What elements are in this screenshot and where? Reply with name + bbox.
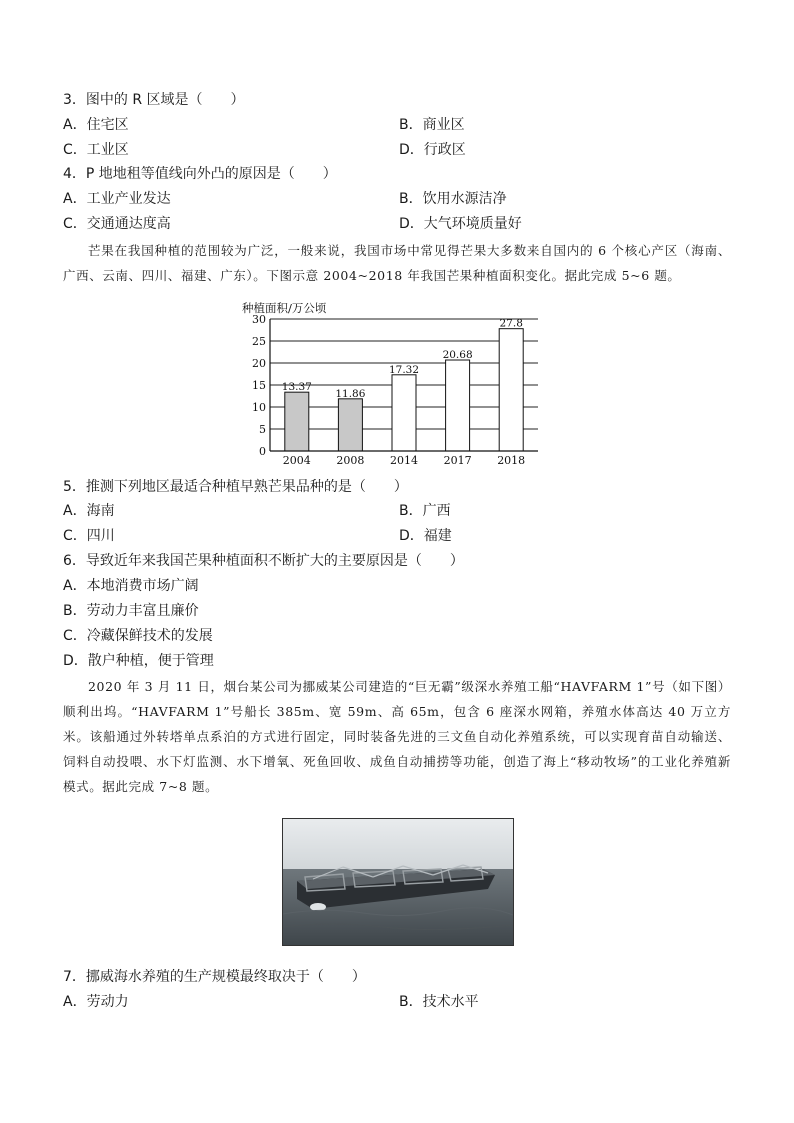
- q3-option-b: B．商业区: [399, 117, 465, 133]
- chart-x-tick-label: 2017: [443, 454, 472, 467]
- chart-x-tick-label: 2018: [497, 454, 526, 467]
- chart-y-tick-label: 30: [252, 313, 266, 326]
- question-4-stem: 4．P 地地租等值线向外凸的原因是（ ）: [63, 166, 337, 182]
- havfarm-ship-photo: [282, 818, 514, 946]
- chart-bar: [338, 399, 362, 451]
- chart-y-tick-label: 25: [252, 335, 266, 348]
- q3-option-a: A．住宅区: [63, 117, 129, 133]
- passage-havfarm: [63, 674, 731, 799]
- q6-option-c: C．冷藏保鲜技术的发展: [63, 628, 213, 644]
- q6-option-d: D．散户种植，便于管理: [63, 653, 214, 669]
- q3-option-d: D．行政区: [399, 142, 466, 158]
- chart-data-label: 27.8: [499, 317, 523, 330]
- q6-option-a: A．本地消费市场广阔: [63, 578, 199, 594]
- chart-y-tick-label: 5: [259, 423, 266, 436]
- chart-data-label: 17.32: [388, 363, 420, 376]
- question-6-stem: 6．导致近年来我国芒果种植面积不断扩大的主要原因是（ ）: [63, 553, 464, 569]
- question-3-stem: 3．图中的 R 区域是（ ）: [63, 92, 245, 108]
- q6-option-b: B．劳动力丰富且廉价: [63, 603, 199, 619]
- passage-havfarm-text: 2020 年 3 月 11 日，烟台某公司为挪威某公司建造的“巨无霸”级深水养殖工船“HAVFARM 1”号（如下图）顺利出坞。“HAVFARM 1”号船长 385m、宽 59m、高 65m，包含 6 座深水网箱，养殖水体高达 40 万立方米。该船通过外转塔单点系泊的方式进行固定，同时装备先进的三文鱼自动化养殖系统，可以实现育苗自动输送、饲料自动投喂、水下灯监测、水下增氧、死鱼回收、成鱼自动捕捞等功能，创造了海上“移动牧场”的工业化养殖新模式。据此完成 7~8 题。: [63, 679, 731, 794]
- chart-data-label: 11.86: [335, 387, 366, 400]
- chart-bar: [285, 392, 309, 451]
- chart-x-tick-label: 2008: [336, 454, 365, 467]
- chart-bar: [499, 329, 523, 451]
- passage-mango: [63, 238, 731, 288]
- q5-option-d: D．福建: [399, 528, 452, 544]
- chart-data-label: 20.68: [442, 349, 473, 362]
- q5-option-b: B．广西: [399, 503, 451, 519]
- chart-y-tick-label: 0: [259, 445, 266, 458]
- q4-option-d: D．大气环境质量好: [399, 216, 522, 232]
- q7-option-a: A．劳动力: [63, 994, 129, 1010]
- chart-bar: [446, 360, 470, 451]
- chart-x-tick-label: 2014: [390, 454, 418, 467]
- q4-option-a: A．工业产业发达: [63, 191, 171, 207]
- chart-x-tick-label: 2004: [282, 454, 311, 467]
- chart-bar: [392, 375, 416, 451]
- q5-option-a: A．海南: [63, 503, 115, 519]
- chart-y-tick-label: 20: [252, 357, 266, 370]
- q7-option-b: B．技术水平: [399, 994, 479, 1010]
- q3-option-c: C．工业区: [63, 142, 129, 158]
- question-5-stem: 5．推测下列地区最适合种植早熟芒果品种的是（ ）: [63, 479, 408, 495]
- passage-mango-text: 芒果在我国种植的范围较为广泛，一般来说，我国市场中常见得芒果大多数来自国内的 6 个核心产区（海南、广西、云南、四川、福建、广东）。下图示意 2004~2018 年我国芒果种植面积变化。据此完成 5~6 题。: [63, 243, 731, 283]
- chart-y-tick-label: 15: [252, 379, 266, 392]
- chart-data-label: 13.37: [281, 381, 312, 394]
- q5-option-c: C．四川: [63, 528, 115, 544]
- q4-option-b: B．饮用水源洁净: [399, 191, 507, 207]
- mango-area-bar-chart: [240, 298, 550, 470]
- q4-option-c: C．交通通达度高: [63, 216, 171, 232]
- question-7-stem: 7．挪威海水养殖的生产规模最终取决于（ ）: [63, 969, 366, 985]
- chart-y-tick-label: 10: [252, 401, 266, 414]
- chart-y-axis-label: 种植面积/万公顷: [242, 301, 327, 315]
